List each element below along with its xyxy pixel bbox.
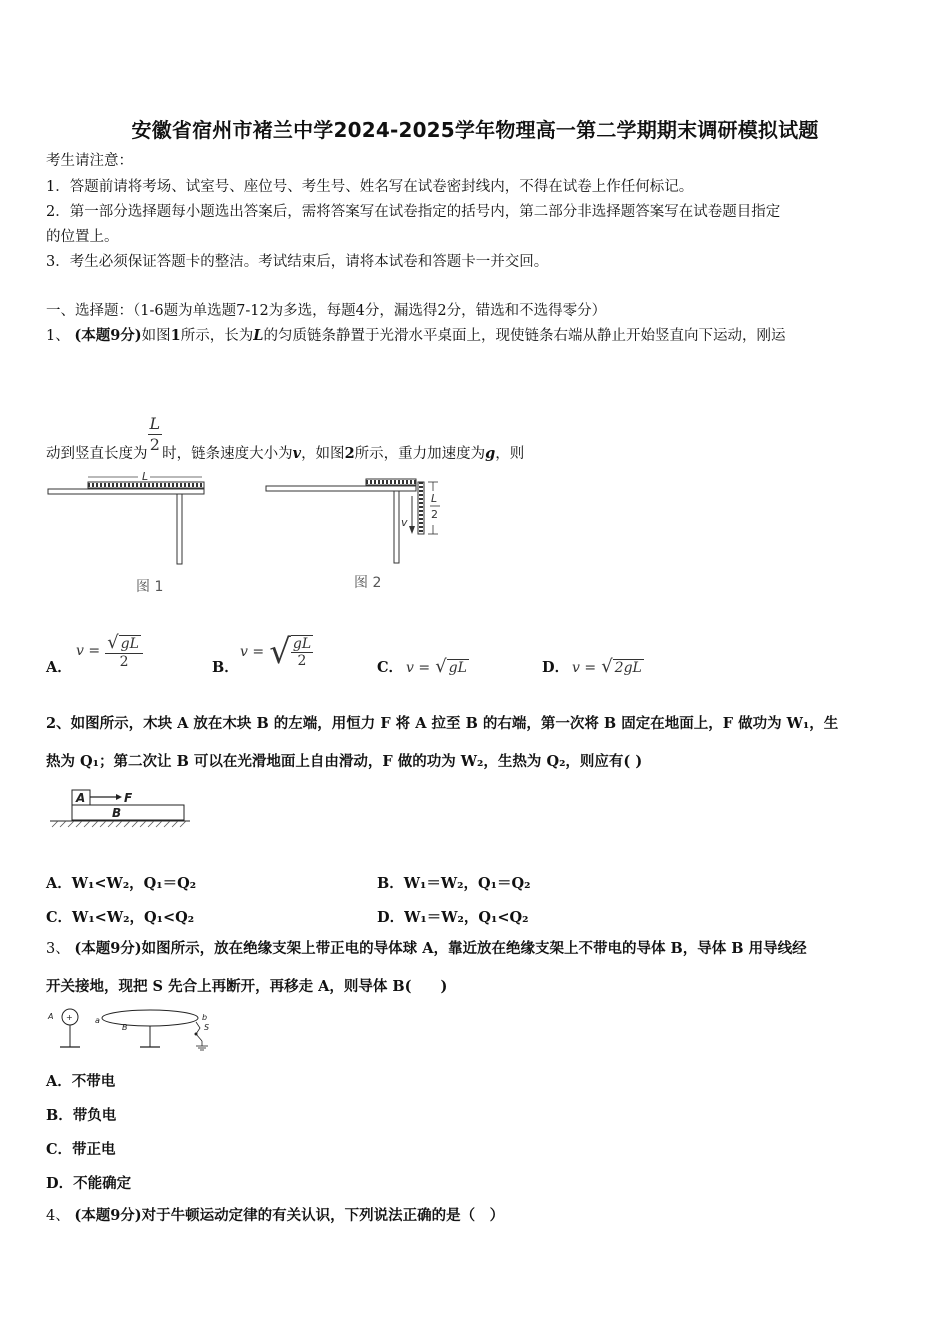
q3-label-b-end: b [202,1013,208,1022]
q3-number: 3、 [46,941,70,957]
fig2-dim-label-den: 2 [431,508,438,521]
q1-line1: 1、 (本题9分)如图1所示，长为L的匀质链条静置于光滑水平桌面上，现使链条右端从静止开始竖直向下运动，刚运 [46,327,786,344]
q4-number: 4、 [46,1208,70,1224]
page-title: 安徽省宿州市褚兰中学2024-2025学年物理高一第二学期期末调研模拟试题 [131,118,819,142]
fig2-chain-horizontal [366,479,416,485]
q2-block-a-label: A [76,791,86,805]
q3-conductor-b [102,1010,198,1026]
q1-option-a: A． [46,659,72,676]
q1-option-c-formula: v = √ gL [406,656,467,677]
q3-line1: 3、 (本题9分)如图所示，放在绝缘支架上带正电的导体球 A，靠近放在绝缘支架上不带电的导体 B，导体 B 用导线经 [46,940,807,957]
q3-figure [46,1006,222,1054]
q1-figure-1 [46,468,216,598]
q2-line1: 2、如图所示，木块 A 放在木块 B 的左端，用恒力 F 将 A 拉至 B 的右端，第一次将 B 固定在地面上，F 做功为 W₁，生 [46,715,839,732]
sqrt-icon: √ [601,656,613,677]
q3-label-a-end: a [95,1016,100,1025]
fig2-caption: 图 2 [354,575,382,591]
sqrt-icon: √ [435,656,447,677]
q3-option-a: A．不带电 [46,1073,116,1090]
q1-option-d: D． [542,659,570,676]
fig2-table-top [266,486,416,491]
q4-line1: 4、 (本题9分)对于牛顿运动定律的有关认识，下列说法正确的是（ ） [46,1207,505,1224]
q3-switch-s [196,1034,202,1041]
q3-option-b: B．带负电 [46,1107,117,1124]
section-heading: 一、选择题：（1-6题为单选题7-12为多选，每题4分，漏选得2分，错选和不选得零分） [46,303,607,319]
q1-figure-2 [262,474,452,599]
fig1-table-top [48,489,204,494]
q3-option-d: D．不能确定 [46,1175,132,1192]
q3-wire [196,1022,200,1034]
q2-force-arrowhead [116,794,122,800]
q2-block-b-label: B [112,806,122,820]
notice-item-1: 1．答题前请将考场、试室号、座位号、考生号、姓名写在试卷密封线内，不得在试卷上作任何标记。 [46,179,694,195]
sqrt-icon: √ [269,632,291,672]
q3-option-c: C．带正电 [46,1141,116,1158]
sqrt-icon: √ [107,632,119,653]
q3-label-a-sphere: A [48,1012,54,1021]
fig2-chain-vertical [418,482,424,534]
q3-plus-sign: + [66,1013,73,1022]
q2-line2: 热为 Q₁；第二次让 B 可以在光滑地面上自由滑动，F 做的功为 W₂，生热为 Q₂，则应有( ) [46,753,643,770]
q3-line2: 开关接地，现把 S 先合上再断开，再移走 A，则导体 B( ) [46,978,448,995]
q2-option-d: D．W₁＝W₂，Q₁<Q₂ [377,909,529,926]
q3-label-b: B [122,1023,128,1032]
q3-label-s: S [204,1023,210,1032]
q1-number: 1、 [46,328,70,344]
fig1-table-leg [177,494,182,564]
q1-option-d-formula: v = √ 2gL [572,656,642,677]
q1-line2: 动到竖直长度为 $\frac{L}{2}$ 时，链条速度大小为v，如图2所示，重力加速度为g，则 [46,414,525,462]
q1-option-a-formula: v = $\frac{√ gL}{2}$ [76,632,143,670]
fig2-velocity-arrowhead [409,526,415,534]
q1-fraction-L-over-2: $\frac{L}{2}$ [149,414,161,454]
notice-item-2-cont: 的位置上。 [46,229,119,245]
q4-score: (本题9分) [74,1207,142,1224]
q1-option-b: B． [212,659,239,676]
fig1-length-label: L [142,470,149,483]
q2-force-label: F [124,791,133,805]
q2-ground-hatch [52,821,186,827]
q3-score: (本题9分) [74,940,142,957]
fig2-dim-label-num: L [431,492,438,505]
q2-option-a: A．W₁<W₂，Q₁＝Q₂ [46,875,197,892]
notice-heading: 考生请注意： [46,153,133,169]
q2-option-c: C．W₁<W₂，Q₁<Q₂ [46,909,195,926]
notice-item-3: 3．考生必须保证答题卡的整洁。考试结束后，请将本试卷和答题卡一并交回。 [46,254,549,270]
q1-option-c: C． [377,659,404,676]
q2-figure [46,786,196,832]
q1-option-b-formula: v = √ $\frac{gL}{2}$ [240,632,312,672]
q2-option-b: B．W₁＝W₂，Q₁＝Q₂ [377,875,531,892]
q2-block-b [72,805,184,820]
notice-item-2: 2．第一部分选择题每小题选出答案后，需将答案写在试卷指定的括号内，第二部分非选择题答案写在试卷题目指定 [46,204,781,220]
fig2-table-leg [394,491,399,563]
fig1-caption: 图 1 [136,579,164,595]
q1-score: (本题9分) [74,327,142,344]
fig2-velocity-label: v [401,516,408,529]
